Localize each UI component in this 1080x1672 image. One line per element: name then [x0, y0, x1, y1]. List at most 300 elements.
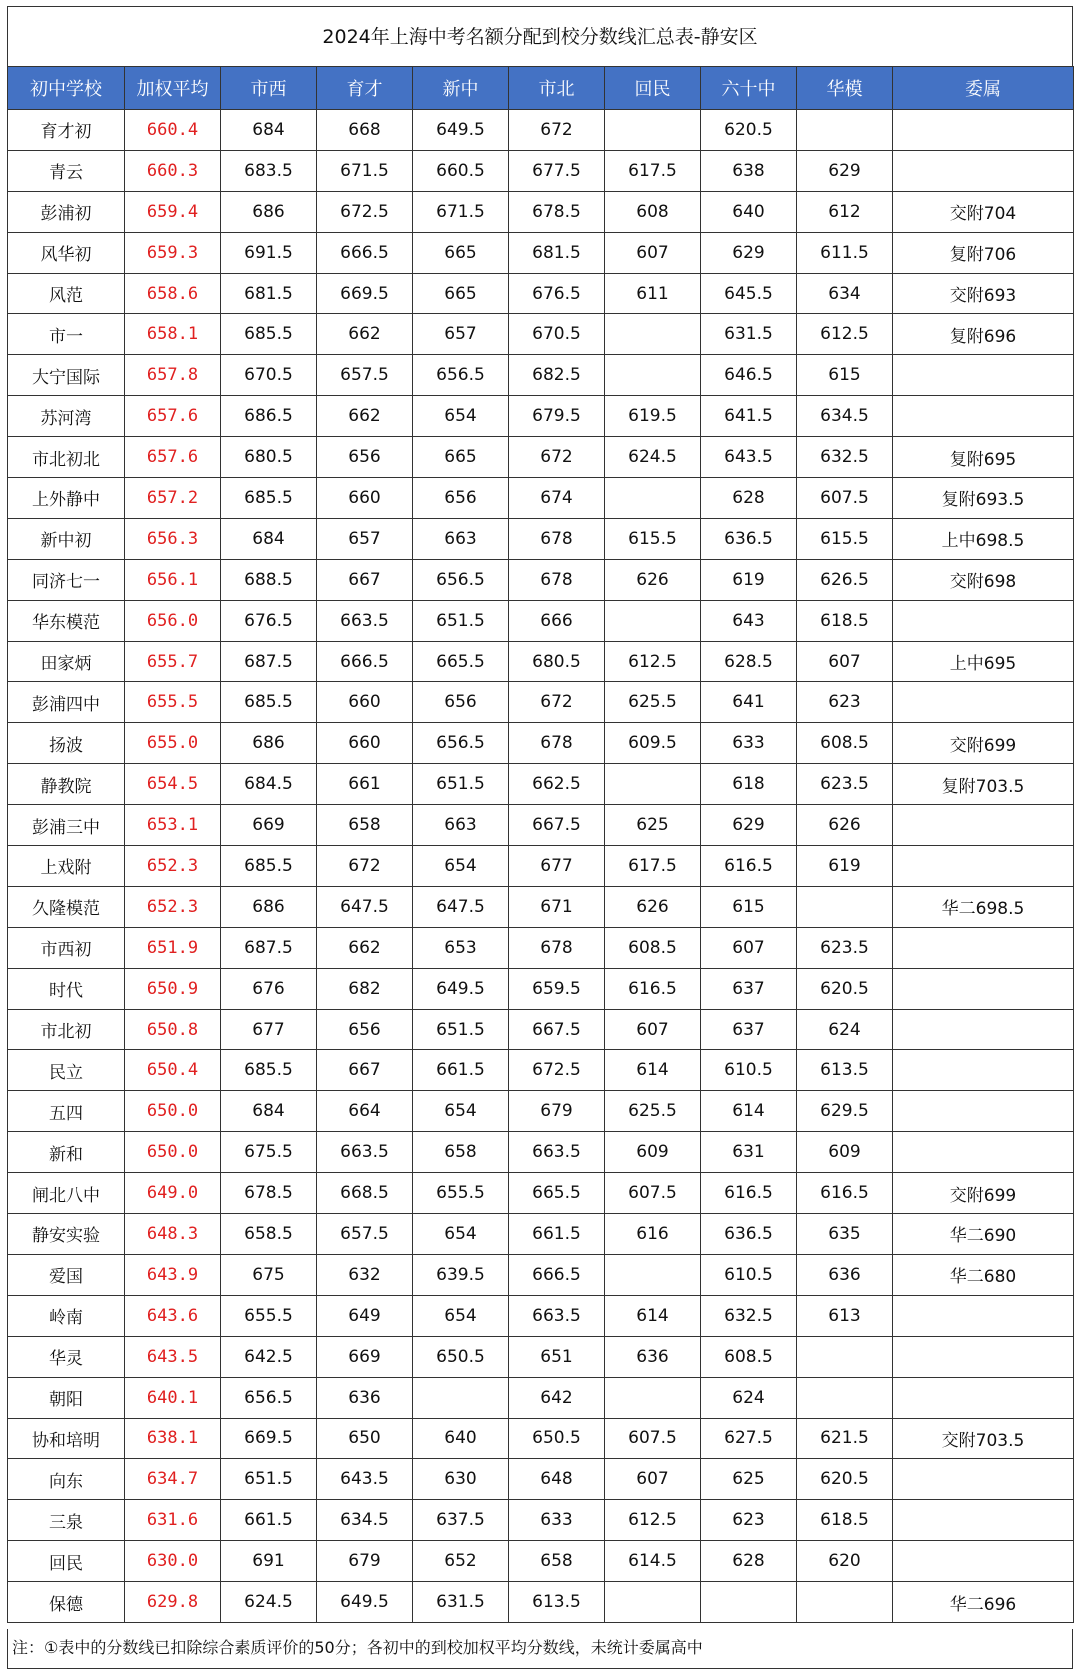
- cell-huamo: 624: [797, 1009, 893, 1050]
- cell-yucai: 660: [317, 478, 413, 519]
- cell-shixi: 642.5: [221, 1336, 317, 1377]
- cell-yucai: 660: [317, 682, 413, 723]
- cell-school: 民立: [8, 1050, 125, 1091]
- cell-weishu: [893, 968, 1074, 1009]
- table-row: [8, 478, 1074, 519]
- score-sheet: [7, 6, 1073, 1623]
- cell-huamo: 623: [797, 682, 893, 723]
- cell-weishu: [893, 355, 1074, 396]
- cell-weishu: 复附706: [893, 232, 1074, 273]
- cell-yucai: 662: [317, 314, 413, 355]
- cell-shixi: 691.5: [221, 232, 317, 273]
- cell-huimin: 625.5: [605, 1091, 701, 1132]
- cell-average: 631.6: [125, 1500, 221, 1541]
- table-row: [8, 600, 1074, 641]
- col-header-average: 加权平均: [125, 67, 221, 110]
- cell-liushizhong: 616.5: [701, 846, 797, 887]
- cell-school: 新和: [8, 1132, 125, 1173]
- cell-weishu: 上中695: [893, 641, 1074, 682]
- cell-weishu: 交附699: [893, 1173, 1074, 1214]
- cell-liushizhong: 616.5: [701, 1173, 797, 1214]
- cell-average: 649.0: [125, 1173, 221, 1214]
- cell-shibei: 666: [509, 600, 605, 641]
- table-row: [8, 1050, 1074, 1091]
- cell-shixi: 655.5: [221, 1295, 317, 1336]
- cell-xinzhong: 647.5: [413, 886, 509, 927]
- cell-yucai: 682: [317, 968, 413, 1009]
- cell-school: 华东模范: [8, 600, 125, 641]
- cell-huimin: 607.5: [605, 1418, 701, 1459]
- cell-yucai: 649.5: [317, 1582, 413, 1623]
- cell-huimin: [605, 478, 701, 519]
- table-row: [8, 437, 1074, 478]
- cell-huamo: 636: [797, 1254, 893, 1295]
- cell-shixi: 687.5: [221, 927, 317, 968]
- cell-weishu: [893, 1050, 1074, 1091]
- table-body: [8, 110, 1074, 1623]
- cell-huamo: 615: [797, 355, 893, 396]
- cell-xinzhong: 671.5: [413, 191, 509, 232]
- cell-school: 朝阳: [8, 1377, 125, 1418]
- cell-liushizhong: [701, 1582, 797, 1623]
- cell-yucai: 667: [317, 559, 413, 600]
- table-row: [8, 1173, 1074, 1214]
- cell-xinzhong: 665.5: [413, 641, 509, 682]
- cell-huimin: 636: [605, 1336, 701, 1377]
- cell-shixi: 651.5: [221, 1459, 317, 1500]
- cell-average: 658.1: [125, 314, 221, 355]
- cell-huamo: 609: [797, 1132, 893, 1173]
- cell-weishu: [893, 1132, 1074, 1173]
- cell-shixi: 684: [221, 518, 317, 559]
- cell-school: 岭南: [8, 1295, 125, 1336]
- cell-shixi: 656.5: [221, 1377, 317, 1418]
- cell-shibei: 672: [509, 682, 605, 723]
- cell-yucai: 679: [317, 1541, 413, 1582]
- cell-average: 654.5: [125, 764, 221, 805]
- cell-shibei: 648: [509, 1459, 605, 1500]
- cell-yucai: 663.5: [317, 1132, 413, 1173]
- cell-xinzhong: 665: [413, 273, 509, 314]
- cell-xinzhong: 663: [413, 805, 509, 846]
- cell-yucai: 660: [317, 723, 413, 764]
- cell-huimin: [605, 600, 701, 641]
- cell-yucai: 657.5: [317, 1214, 413, 1255]
- cell-liushizhong: 628: [701, 478, 797, 519]
- cell-huimin: 612.5: [605, 1500, 701, 1541]
- cell-shibei: 658: [509, 1541, 605, 1582]
- cell-school: 回民: [8, 1541, 125, 1582]
- cell-xinzhong: 656: [413, 682, 509, 723]
- cell-weishu: 华二690: [893, 1214, 1074, 1255]
- cell-shibei: 677.5: [509, 150, 605, 191]
- cell-xinzhong: 640: [413, 1418, 509, 1459]
- cell-xinzhong: 650.5: [413, 1336, 509, 1377]
- cell-liushizhong: 646.5: [701, 355, 797, 396]
- cell-shixi: 675.5: [221, 1132, 317, 1173]
- cell-weishu: 华二696: [893, 1582, 1074, 1623]
- cell-huamo: 619: [797, 846, 893, 887]
- cell-yucai: 666.5: [317, 641, 413, 682]
- cell-huimin: [605, 764, 701, 805]
- col-header-school: 初中学校: [8, 67, 125, 110]
- cell-xinzhong: 649.5: [413, 110, 509, 151]
- cell-yucai: 669.5: [317, 273, 413, 314]
- cell-weishu: [893, 682, 1074, 723]
- cell-yucai: 666.5: [317, 232, 413, 273]
- cell-shibei: 650.5: [509, 1418, 605, 1459]
- cell-huimin: 616.5: [605, 968, 701, 1009]
- cell-shixi: 681.5: [221, 273, 317, 314]
- cell-huamo: 613.5: [797, 1050, 893, 1091]
- cell-shixi: 677: [221, 1009, 317, 1050]
- cell-yucai: 643.5: [317, 1459, 413, 1500]
- cell-average: 657.6: [125, 396, 221, 437]
- table-row: [8, 1214, 1074, 1255]
- cell-liushizhong: 643.5: [701, 437, 797, 478]
- cell-school: 彭浦初: [8, 191, 125, 232]
- cell-school: 协和培明: [8, 1418, 125, 1459]
- cell-shibei: 679.5: [509, 396, 605, 437]
- cell-yucai: 634.5: [317, 1500, 413, 1541]
- sheet-title: 2024年上海中考名额分配到校分数线汇总表-静安区: [7, 6, 1073, 66]
- cell-liushizhong: 628.5: [701, 641, 797, 682]
- cell-yucai: 661: [317, 764, 413, 805]
- cell-xinzhong: 656: [413, 478, 509, 519]
- cell-school: 苏河湾: [8, 396, 125, 437]
- cell-school: 育才初: [8, 110, 125, 151]
- cell-shixi: 669.5: [221, 1418, 317, 1459]
- cell-xinzhong: 654: [413, 396, 509, 437]
- cell-weishu: 华二698.5: [893, 886, 1074, 927]
- cell-average: 655.7: [125, 641, 221, 682]
- cell-shixi: 691: [221, 1541, 317, 1582]
- cell-shibei: 666.5: [509, 1254, 605, 1295]
- cell-weishu: [893, 600, 1074, 641]
- cell-xinzhong: 657: [413, 314, 509, 355]
- cell-school: 新中初: [8, 518, 125, 559]
- cell-xinzhong: 655.5: [413, 1173, 509, 1214]
- cell-xinzhong: 661.5: [413, 1050, 509, 1091]
- cell-liushizhong: 637: [701, 1009, 797, 1050]
- cell-school: 风范: [8, 273, 125, 314]
- cell-yucai: 656: [317, 1009, 413, 1050]
- cell-school: 五四: [8, 1091, 125, 1132]
- cell-huimin: 617.5: [605, 846, 701, 887]
- cell-school: 向东: [8, 1459, 125, 1500]
- table-row: [8, 1377, 1074, 1418]
- cell-average: 650.8: [125, 1009, 221, 1050]
- cell-shibei: 671: [509, 886, 605, 927]
- cell-shibei: 678: [509, 927, 605, 968]
- cell-average: 643.5: [125, 1336, 221, 1377]
- cell-shixi: 678.5: [221, 1173, 317, 1214]
- cell-shibei: 651: [509, 1336, 605, 1377]
- table-row: [8, 1254, 1074, 1295]
- cell-huimin: 608.5: [605, 927, 701, 968]
- cell-average: 648.3: [125, 1214, 221, 1255]
- cell-xinzhong: 652: [413, 1541, 509, 1582]
- cell-shibei: 681.5: [509, 232, 605, 273]
- cell-weishu: 交附698: [893, 559, 1074, 600]
- cell-yucai: 649: [317, 1295, 413, 1336]
- cell-huimin: [605, 1254, 701, 1295]
- col-header-shibei: 市北: [509, 67, 605, 110]
- cell-average: 659.3: [125, 232, 221, 273]
- cell-liushizhong: 627.5: [701, 1418, 797, 1459]
- cell-weishu: [893, 110, 1074, 151]
- cell-huamo: 623.5: [797, 927, 893, 968]
- cell-school: 三泉: [8, 1500, 125, 1541]
- cell-xinzhong: [413, 1377, 509, 1418]
- cell-shixi: 684: [221, 110, 317, 151]
- cell-average: 650.9: [125, 968, 221, 1009]
- cell-shibei: 682.5: [509, 355, 605, 396]
- cell-school: 上外静中: [8, 478, 125, 519]
- cell-weishu: 复附695: [893, 437, 1074, 478]
- cell-huimin: 625: [605, 805, 701, 846]
- cell-weishu: 复附703.5: [893, 764, 1074, 805]
- cell-school: 彭浦四中: [8, 682, 125, 723]
- cell-huamo: 626: [797, 805, 893, 846]
- cell-average: 643.6: [125, 1295, 221, 1336]
- cell-weishu: [893, 1541, 1074, 1582]
- cell-huimin: [605, 355, 701, 396]
- table-row: [8, 518, 1074, 559]
- cell-xinzhong: 637.5: [413, 1500, 509, 1541]
- cell-xinzhong: 658: [413, 1132, 509, 1173]
- cell-liushizhong: 625: [701, 1459, 797, 1500]
- cell-liushizhong: 629: [701, 805, 797, 846]
- cell-liushizhong: 618: [701, 764, 797, 805]
- table-row: [8, 1336, 1074, 1377]
- cell-huimin: 616: [605, 1214, 701, 1255]
- cell-huimin: [605, 1377, 701, 1418]
- cell-liushizhong: 623: [701, 1500, 797, 1541]
- cell-yucai: 667: [317, 1050, 413, 1091]
- cell-school: 市一: [8, 314, 125, 355]
- cell-huamo: 635: [797, 1214, 893, 1255]
- cell-huamo: 607: [797, 641, 893, 682]
- cell-shibei: 674: [509, 478, 605, 519]
- cell-yucai: 657.5: [317, 355, 413, 396]
- cell-huimin: 614.5: [605, 1541, 701, 1582]
- cell-yucai: 636: [317, 1377, 413, 1418]
- cell-huimin: [605, 1582, 701, 1623]
- table-row: [8, 1132, 1074, 1173]
- table-row: [8, 191, 1074, 232]
- cell-huimin: 607: [605, 1459, 701, 1500]
- cell-average: 650.0: [125, 1132, 221, 1173]
- cell-huamo: 632.5: [797, 437, 893, 478]
- table-row: [8, 314, 1074, 355]
- col-header-shixi: 市西: [221, 67, 317, 110]
- table-row: [8, 1091, 1074, 1132]
- cell-xinzhong: 656.5: [413, 559, 509, 600]
- cell-shibei: 667.5: [509, 805, 605, 846]
- table-row: [8, 110, 1074, 151]
- cell-average: 652.3: [125, 846, 221, 887]
- table-row: [8, 886, 1074, 927]
- table-row: [8, 232, 1074, 273]
- cell-weishu: 交附699: [893, 723, 1074, 764]
- cell-shibei: 678: [509, 518, 605, 559]
- cell-huamo: 634.5: [797, 396, 893, 437]
- table-row: [8, 1009, 1074, 1050]
- cell-shixi: 669: [221, 805, 317, 846]
- cell-average: 660.3: [125, 150, 221, 191]
- cell-huamo: 629: [797, 150, 893, 191]
- col-header-huimin: 回民: [605, 67, 701, 110]
- cell-liushizhong: 637: [701, 968, 797, 1009]
- col-header-liushizhong: 六十中: [701, 67, 797, 110]
- cell-average: 638.1: [125, 1418, 221, 1459]
- cell-huamo: 620.5: [797, 1459, 893, 1500]
- cell-shixi: 688.5: [221, 559, 317, 600]
- cell-liushizhong: 641: [701, 682, 797, 723]
- table-row: [8, 805, 1074, 846]
- cell-shixi: 661.5: [221, 1500, 317, 1541]
- cell-huamo: 616.5: [797, 1173, 893, 1214]
- cell-shibei: 663.5: [509, 1295, 605, 1336]
- cell-liushizhong: 631.5: [701, 314, 797, 355]
- cell-yucai: 668.5: [317, 1173, 413, 1214]
- cell-shibei: 663.5: [509, 1132, 605, 1173]
- cell-weishu: [893, 396, 1074, 437]
- col-header-weishu: 委属: [893, 67, 1074, 110]
- cell-school: 扬波: [8, 723, 125, 764]
- cell-school: 保德: [8, 1582, 125, 1623]
- table-row: [8, 150, 1074, 191]
- cell-weishu: [893, 1500, 1074, 1541]
- cell-huamo: 612: [797, 191, 893, 232]
- cell-xinzhong: 656.5: [413, 723, 509, 764]
- cell-average: 659.4: [125, 191, 221, 232]
- cell-shixi: 686: [221, 723, 317, 764]
- cell-yucai: 657: [317, 518, 413, 559]
- cell-liushizhong: 610.5: [701, 1254, 797, 1295]
- cell-average: 658.6: [125, 273, 221, 314]
- cell-huimin: 615.5: [605, 518, 701, 559]
- cell-weishu: 交附703.5: [893, 1418, 1074, 1459]
- cell-shixi: 658.5: [221, 1214, 317, 1255]
- cell-xinzhong: 660.5: [413, 150, 509, 191]
- cell-huimin: 609.5: [605, 723, 701, 764]
- cell-xinzhong: 663: [413, 518, 509, 559]
- cell-weishu: [893, 805, 1074, 846]
- table-row: [8, 1500, 1074, 1541]
- cell-xinzhong: 654: [413, 846, 509, 887]
- cell-weishu: 华二680: [893, 1254, 1074, 1295]
- cell-shixi: 683.5: [221, 150, 317, 191]
- cell-average: 634.7: [125, 1459, 221, 1500]
- header-row: [8, 67, 1074, 110]
- cell-huamo: [797, 1336, 893, 1377]
- cell-liushizhong: 610.5: [701, 1050, 797, 1091]
- cell-liushizhong: 624: [701, 1377, 797, 1418]
- cell-shibei: 678.5: [509, 191, 605, 232]
- cell-weishu: [893, 1377, 1074, 1418]
- cell-xinzhong: 665: [413, 437, 509, 478]
- cell-liushizhong: 640: [701, 191, 797, 232]
- cell-liushizhong: 628: [701, 1541, 797, 1582]
- cell-average: 650.0: [125, 1091, 221, 1132]
- cell-xinzhong: 651.5: [413, 600, 509, 641]
- cell-shibei: 672: [509, 110, 605, 151]
- cell-weishu: [893, 1459, 1074, 1500]
- cell-huimin: 607: [605, 1009, 701, 1050]
- table-row: [8, 723, 1074, 764]
- cell-huimin: 609: [605, 1132, 701, 1173]
- cell-huimin: 607.5: [605, 1173, 701, 1214]
- cell-xinzhong: 631.5: [413, 1582, 509, 1623]
- cell-yucai: 664: [317, 1091, 413, 1132]
- table-row: [8, 764, 1074, 805]
- cell-yucai: 669: [317, 1336, 413, 1377]
- cell-yucai: 650: [317, 1418, 413, 1459]
- cell-huamo: 615.5: [797, 518, 893, 559]
- cell-xinzhong: 654: [413, 1214, 509, 1255]
- cell-liushizhong: 641.5: [701, 396, 797, 437]
- cell-huamo: 611.5: [797, 232, 893, 273]
- cell-shibei: 676.5: [509, 273, 605, 314]
- cell-huimin: 607: [605, 232, 701, 273]
- cell-school: 青云: [8, 150, 125, 191]
- cell-shixi: 686: [221, 191, 317, 232]
- cell-shibei: 670.5: [509, 314, 605, 355]
- cell-weishu: 上中698.5: [893, 518, 1074, 559]
- cell-school: 久隆模范: [8, 886, 125, 927]
- cell-huamo: [797, 110, 893, 151]
- cell-school: 闸北八中: [8, 1173, 125, 1214]
- cell-xinzhong: 639.5: [413, 1254, 509, 1295]
- table-row: [8, 1295, 1074, 1336]
- cell-average: 630.0: [125, 1541, 221, 1582]
- cell-liushizhong: 620.5: [701, 110, 797, 151]
- table-row: [8, 1459, 1074, 1500]
- col-header-xinzhong: 新中: [413, 67, 509, 110]
- cell-xinzhong: 653: [413, 927, 509, 968]
- cell-shixi: 624.5: [221, 1582, 317, 1623]
- cell-huimin: 612.5: [605, 641, 701, 682]
- cell-shixi: 684: [221, 1091, 317, 1132]
- cell-shibei: 667.5: [509, 1009, 605, 1050]
- cell-average: 656.3: [125, 518, 221, 559]
- cell-xinzhong: 651.5: [413, 764, 509, 805]
- cell-shixi: 684.5: [221, 764, 317, 805]
- cell-average: 652.3: [125, 886, 221, 927]
- cell-huimin: 614: [605, 1050, 701, 1091]
- cell-shibei: 633: [509, 1500, 605, 1541]
- cell-yucai: 662: [317, 396, 413, 437]
- cell-huimin: 608: [605, 191, 701, 232]
- cell-yucai: 647.5: [317, 886, 413, 927]
- cell-xinzhong: 651.5: [413, 1009, 509, 1050]
- table-row: [8, 846, 1074, 887]
- cell-school: 彭浦三中: [8, 805, 125, 846]
- cell-yucai: 632: [317, 1254, 413, 1295]
- table-row: [8, 396, 1074, 437]
- cell-huamo: 607.5: [797, 478, 893, 519]
- cell-liushizhong: 636.5: [701, 518, 797, 559]
- table-row: [8, 1418, 1074, 1459]
- cell-average: 650.4: [125, 1050, 221, 1091]
- cell-weishu: [893, 1336, 1074, 1377]
- table-row: [8, 1582, 1074, 1623]
- cell-huamo: 612.5: [797, 314, 893, 355]
- cell-school: 静安实验: [8, 1214, 125, 1255]
- cell-liushizhong: 631: [701, 1132, 797, 1173]
